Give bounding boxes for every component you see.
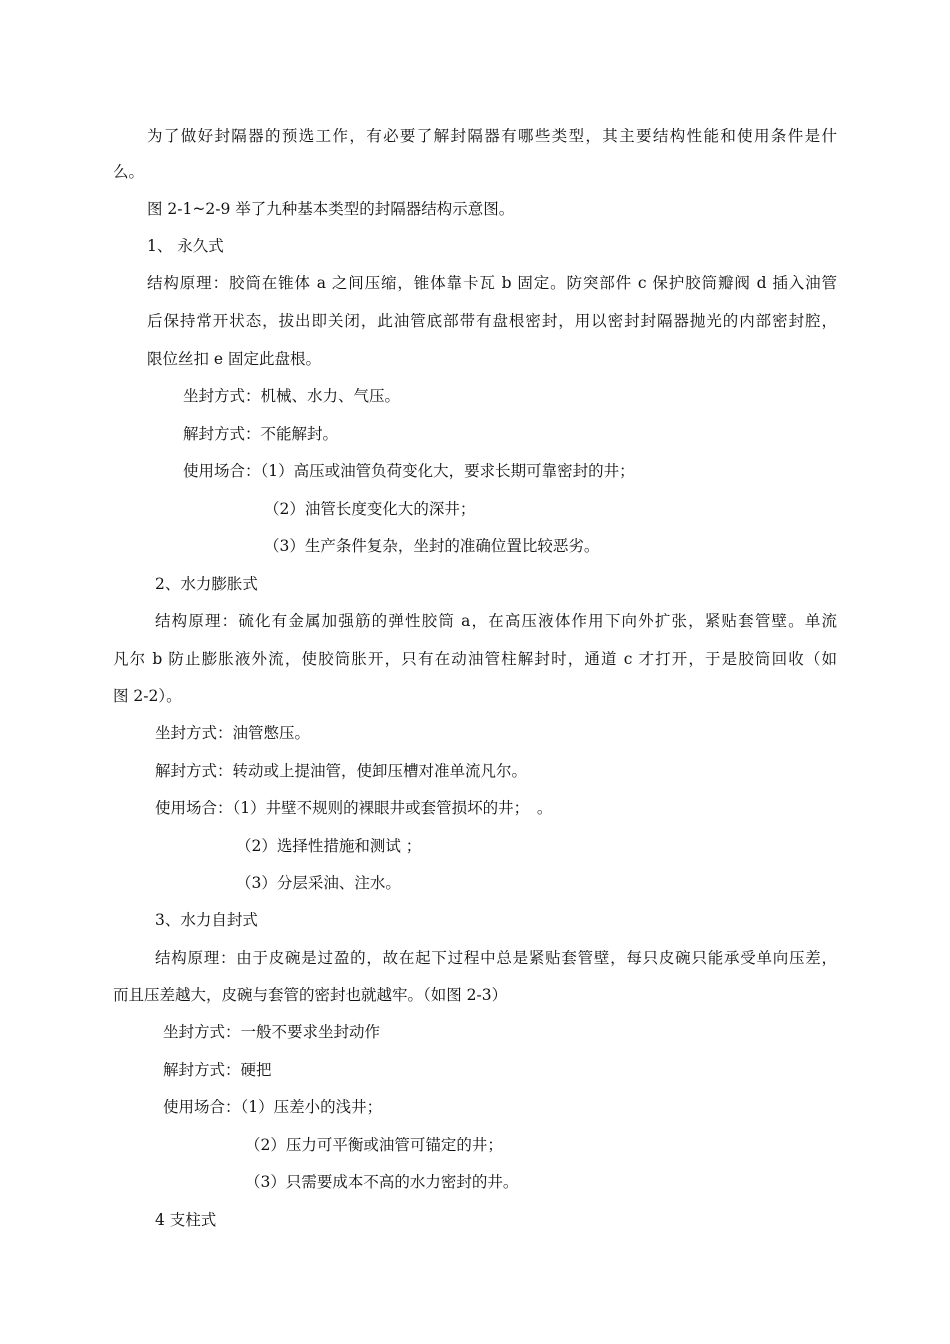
section3-unsetting: 解封方式：硬把: [163, 1061, 272, 1079]
section3-use-3: （3）只需要成本不高的水力密封的井。: [245, 1173, 519, 1191]
intro-line-2: 么。: [113, 163, 145, 181]
section3-principle-line-1: 结构原理：由于皮碗是过盈的，故在起下过程中总是紧贴套管壁，每只皮碗只能承受单向压差，: [155, 949, 837, 967]
intro-line-1: 为了做好封隔器的预选工作，有必要了解封隔器有哪些类型，其主要结构性能和使用条件是什: [147, 127, 837, 145]
section3-principle-line-2: 而且压差越大，皮碗与套管的密封也就越牢。（如图 2-3）: [113, 986, 508, 1004]
section1-principle-line-3: 限位丝扣 e 固定此盘根。: [147, 350, 322, 368]
section1-use-1: 使用场合：（1）高压或油管负荷变化大，要求长期可靠密封的井；: [183, 462, 635, 480]
intro-line-3: 图 2-1~2-9 举了九种基本类型的封隔器结构示意图。: [147, 200, 515, 218]
section2-principle-line-3: 图 2-2）。: [113, 687, 182, 705]
section2-unsetting: 解封方式：转动或上提油管，使卸压槽对准单流凡尔。: [155, 762, 528, 780]
section1-heading: 1、 永久式: [147, 237, 224, 255]
section2-use-2: （2）选择性措施和测试 ；: [236, 837, 422, 855]
section2-setting: 坐封方式：油管憋压。: [155, 724, 311, 742]
section3-use-1: 使用场合：（1）压差小的浅井；: [163, 1098, 383, 1116]
section1-use-3: （3）生产条件复杂，坐封的准确位置比较恶劣。: [264, 537, 600, 555]
section1-principle-line-1: 结构原理：胶筒在锥体 a 之间压缩，锥体靠卡瓦 b 固定。防突部件 c 保护胶筒瓣阀 d 插入油管: [147, 274, 837, 292]
section3-use-2: （2）压力可平衡或油管可锚定的井；: [245, 1136, 503, 1154]
section2-heading: 2、水力膨胀式: [155, 575, 258, 593]
section1-principle-line-2: 后保持常开状态，拔出即关闭，此油管底部带有盘根密封，用以密封封隔器抛光的内部密封腔，: [147, 312, 837, 330]
section2-use-1: 使用场合：（1）井壁不规则的裸眼井或套管损坏的井； 。: [155, 799, 553, 817]
section1-use-2: （2）油管长度变化大的深井；: [264, 500, 476, 518]
section3-heading: 3、水力自封式: [155, 911, 258, 929]
section3-setting: 坐封方式：一般不要求坐封动作: [163, 1023, 381, 1041]
section1-unsetting: 解封方式：不能解封。: [183, 425, 339, 443]
section1-setting: 坐封方式：机械、水力、气压。: [183, 387, 401, 405]
section2-principle-line-1: 结构原理：硫化有金属加强筋的弹性胶筒 a，在高压液体作用下向外扩张，紧贴套管壁。单流: [155, 612, 837, 630]
section4-heading: 4 支柱式: [155, 1211, 217, 1229]
section2-use-3: （3）分层采油、注水。: [236, 874, 401, 892]
section2-principle-line-2: 凡尔 b 防止膨胀液外流，使胶筒胀开，只有在动油管柱解封时，通道 c 才打开，于是胶筒回收（如: [113, 650, 837, 668]
